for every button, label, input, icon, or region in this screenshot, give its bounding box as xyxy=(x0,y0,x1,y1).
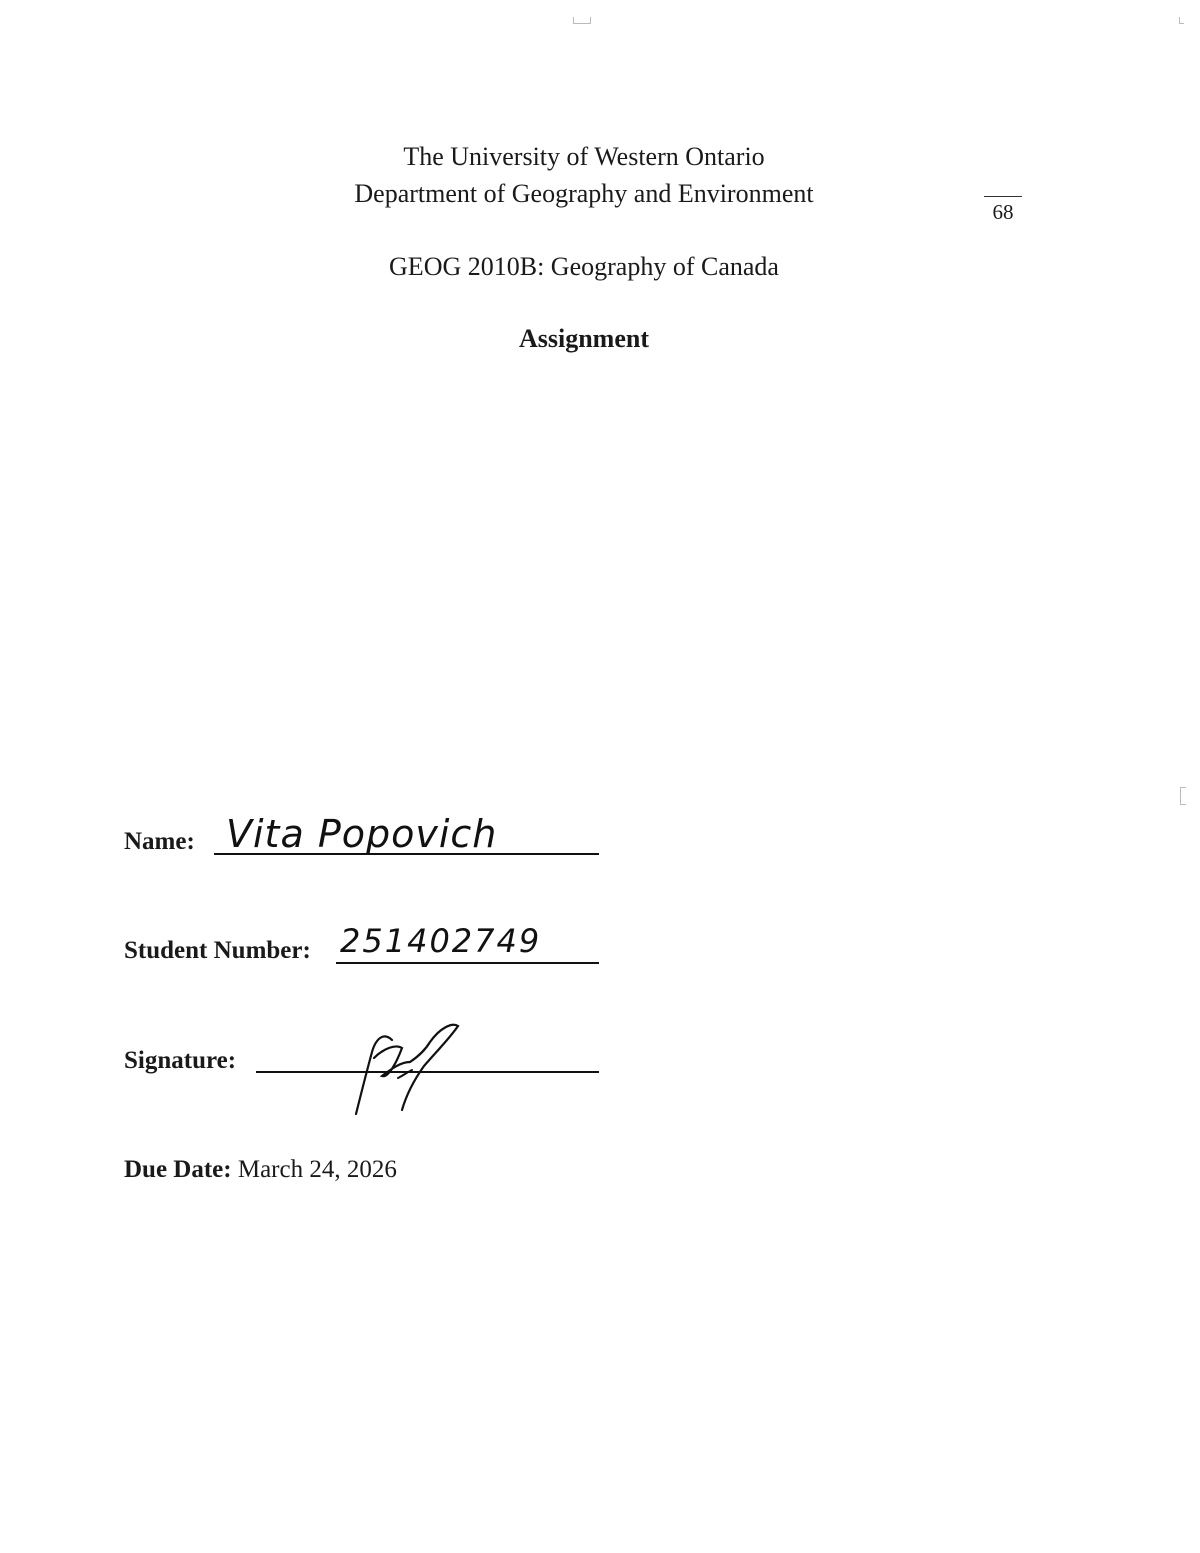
university-name: The University of Western Ontario xyxy=(403,142,765,171)
assignment-heading: Assignment xyxy=(518,324,649,353)
due-date-label: Due Date: xyxy=(124,1156,232,1183)
signature-label: Signature: xyxy=(124,1047,237,1074)
handwritten-signature xyxy=(340,1018,480,1118)
crop-mark-top-right xyxy=(1179,17,1184,24)
due-date xyxy=(124,1154,397,1186)
due-date-value: March 24, 2026 xyxy=(237,1156,397,1183)
score-total: 68 xyxy=(984,196,1022,225)
name-handwritten-value: Vita Popovich xyxy=(226,812,498,856)
department-name: Department of Geography and Environment xyxy=(354,179,814,208)
student-number-label: Student Number: xyxy=(124,937,311,964)
name-label: Name: xyxy=(124,828,195,855)
crop-mark-right xyxy=(1180,787,1186,805)
student-number-underline xyxy=(336,962,599,964)
student-number-handwritten-value: 251402749 xyxy=(340,922,542,960)
course-title: GEOG 2010B: Geography of Canada xyxy=(389,252,779,281)
crop-mark-top xyxy=(573,17,591,24)
